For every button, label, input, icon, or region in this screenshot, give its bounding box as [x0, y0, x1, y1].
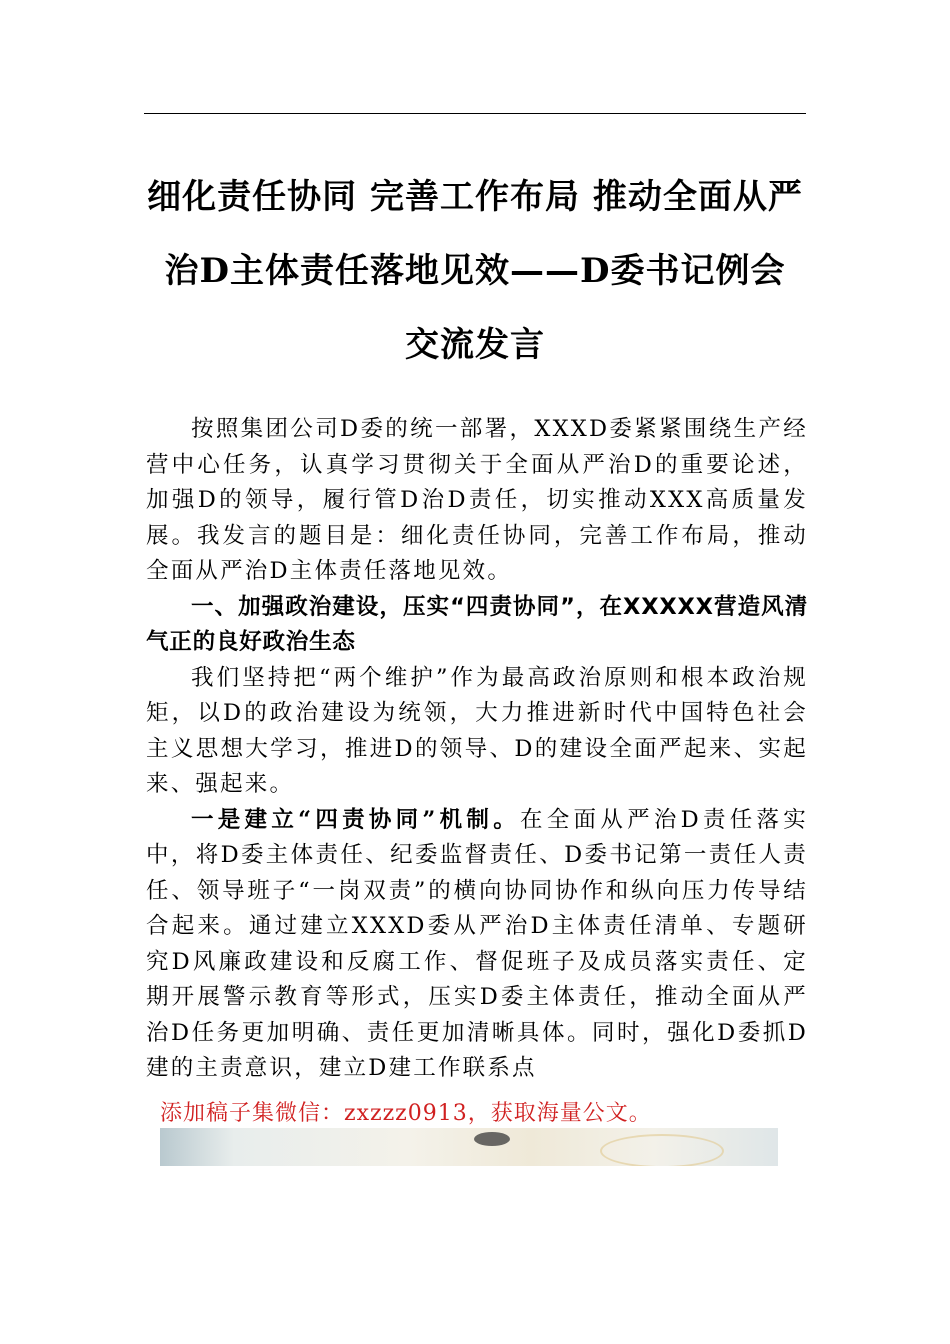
point-1-body: 在全面从严治D责任落实中，将D委主体责任、纪委监督责任、D委书记第一责任人责任、领导班子“一岗双责”的横向协同协作和纵向压力传导结合起来。通过建立XXXD委从严治D主体责任清单、专题研究D风廉政建设和反腐工作、督促班子及成员落实责任、定期开展警示教育等形式，压实D委主体责任，推动全面从严治D任务更加明确、责任更加清晰具体。同时，强化D委抓D建的主责意识，建立D建工作联系点 — [146, 806, 808, 1081]
title-line-2: 治D主体责任落地见效——D委书记例会 — [164, 251, 786, 291]
ink-blot-icon — [474, 1132, 510, 1146]
decorative-banner-image — [160, 1128, 778, 1166]
cloud-swirl-icon — [600, 1134, 724, 1166]
document-title — [144, 160, 806, 382]
section-heading-1: 一、加强政治建设，压实“四责协同”，在XXXXX营造风清气正的良好政治生态 — [146, 593, 808, 655]
intro-paragraph: 按照集团公司D委的统一部署，XXXD委紧紧围绕生产经营中心任务，认真学习贯彻关于全面从严治D的重要论述，加强D的领导，履行管D治D责任，切实推动XXX高质量发展。我发言的题目是：细化责任协同，完善工作布局，推动全面从严治D主体责任落地见效。 — [146, 416, 808, 584]
promo-text: 添加稿子集微信：zxzzz0913，获取海量公文。 — [160, 1101, 652, 1126]
section-1-point-1 — [146, 803, 808, 1087]
header-rule — [144, 113, 806, 114]
document-body — [146, 412, 808, 1087]
title-line-1: 细化责任协同 完善工作布局 推动全面从严 — [147, 177, 803, 217]
section-1-paragraph: 我们坚持把“两个维护”作为最高政治原则和根本政治规矩，以D的政治建设为统领，大力推进新时代中国特色社会主义思想大学习，推进D的领导、D的建设全面严起来、实起来、强起来。 — [146, 664, 808, 797]
title-line-3: 交流发言 — [405, 325, 545, 365]
point-1-lead: 一是建立“四责协同”机制。 — [191, 806, 520, 833]
